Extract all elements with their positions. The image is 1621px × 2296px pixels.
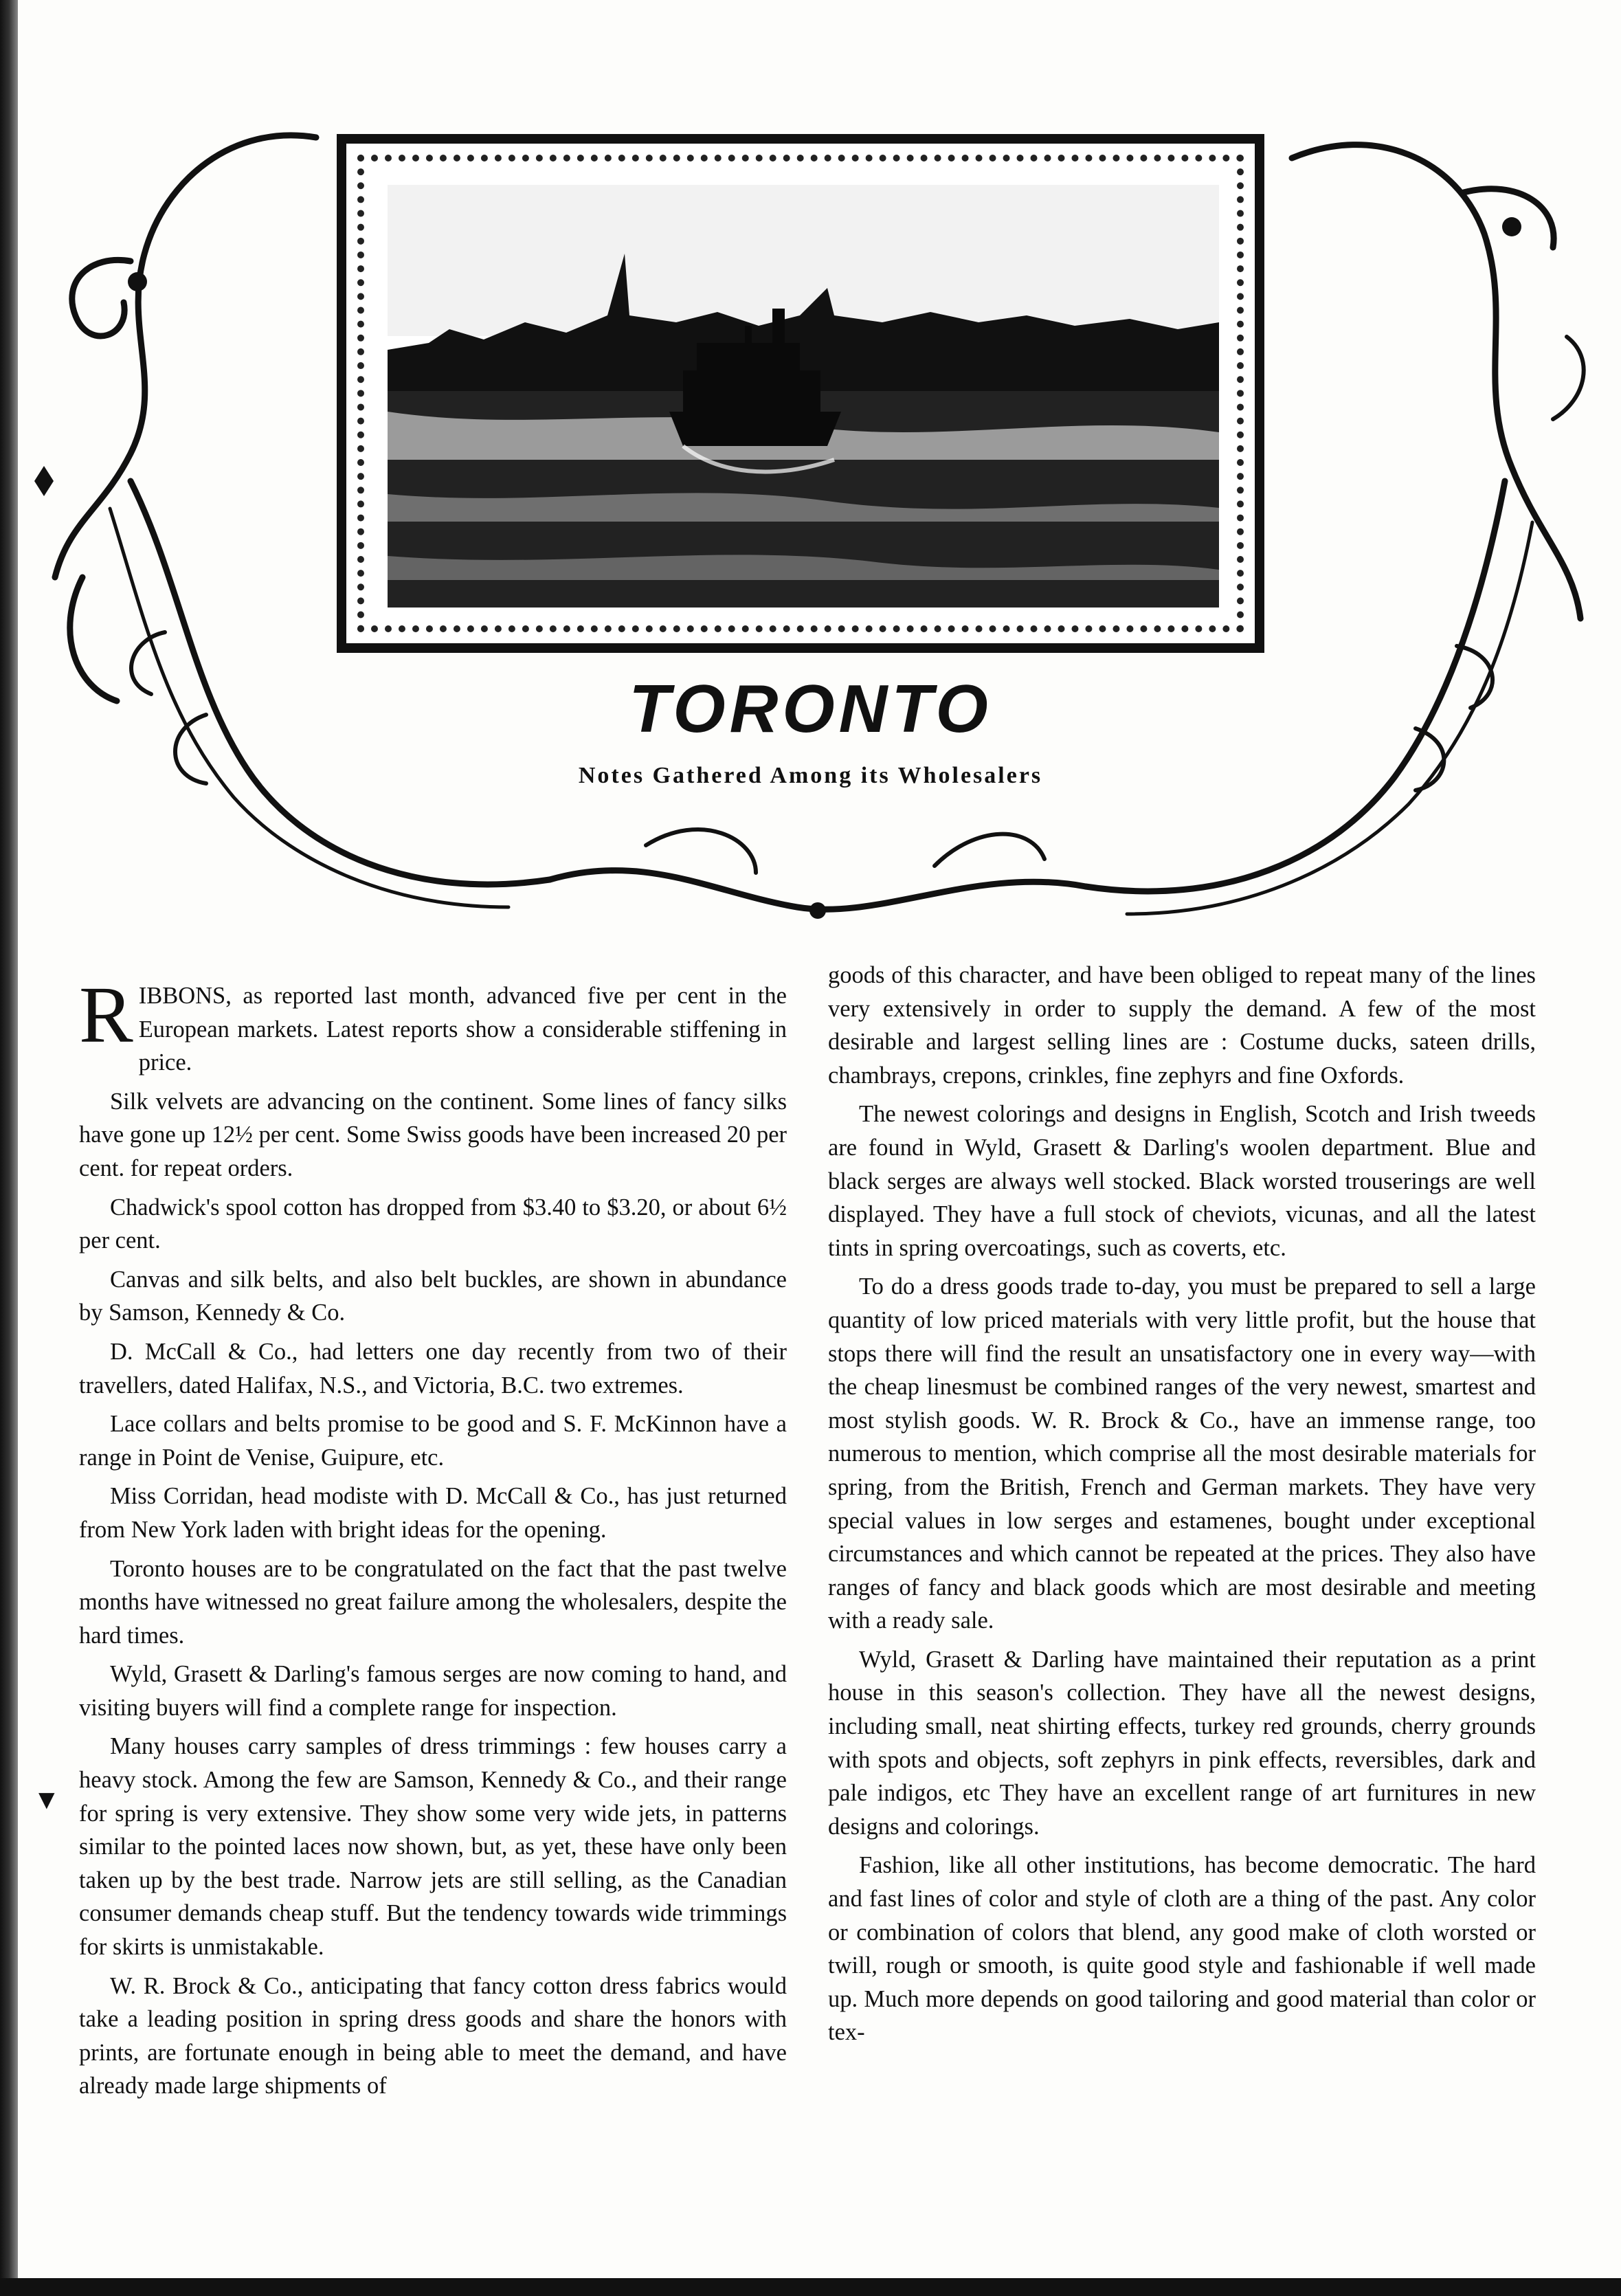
paragraph: Fashion, like all other institutions, has become democratic. The hard and fast lines of color and style of cloth are a thing of the past. Any color or combination of colors that blend, any good make of cloth worsted or twill, rough or smooth, is quite good style and fashionable if well made up. Much more depends on good tailoring and good material than color or tex- [828, 1852, 1536, 2046]
paragraph: Wyld, Grasett & Darling have maintained their reputation as a print house in this season's collection. They have all the newest designs, including small, neat shirting effects, turkey red grounds, cherry grounds with spots and objects, soft zephyrs in pink effects, reversibles, dark and pale indigos, etc They have an excellent range of art furnitures in new designs and colorings. [828, 1646, 1536, 1840]
paragraph: Lace collars and belts promise to be good and S. F. McKinnon have a range in Point de Venise, Guipure, etc. [79, 1411, 787, 1471]
paragraph: Chadwick's spool cotton has dropped from $3.40 to $3.20, or about 6½ per cent. [79, 1194, 787, 1254]
paragraph: To do a dress goods trade to-day, you must be prepared to sell a large quantity of low priced materials with very little profit, but the house that stops there will find the result an unsatisfactory one in every way—with the cheap linesmust be combined ranges of the very newest, smartest and most stylish goods. W. R. Brock & Co., have an immense range, too numerous to mention, which comprise all the most desirable materials for spring, from the British, French and German markets. They have very special values in low serges and estamenes, bought under exceptional circumstances and which cannot be repeated at the prices. They also have ranges of fancy and black goods which are most desirable and meeting with a ready sale. [828, 1273, 1536, 1634]
paragraph: goods of this character, and have been obliged to repeat many of the lines very extensively in order to supply the demand. A few of the most desirable and largest selling lines are : Costume ducks, sateen drills, chambrays, crepons, crinkles, fine zephyrs and fine Oxfords. [828, 962, 1536, 1089]
paragraph: W. R. Brock & Co., anticipating that fancy cotton dress fabrics would take a leading position in spring dress goods and share the honors with prints, are fortunate enough in being able to meet the demand, and have already made large shipments of [79, 1972, 787, 2099]
harbour-photo [388, 185, 1219, 608]
paragraph: Toronto houses are to be congratulated on the fact that the past twelve months have witnessed no great failure among the wholesalers, despite the hard times. [79, 1555, 787, 1649]
right-column [828, 959, 1536, 2055]
paragraph: Many houses carry samples of dress trimmings : few houses carry a heavy stock. Among the few are Samson, Kennedy & Co., and their range for spring is very extensive. They show some very wide jets, in patterns similar to the pointed laces now shown, but, as yet, these have only been taken up by the best trade. Narrow jets are still selling, as the Canadian consumer demands cheap stuff. But the tendency towards wide trimmings for skirts is unmistakable. [79, 1733, 787, 1961]
margin-mark: ▼ [33, 1784, 60, 1815]
scan-edge-bottom [0, 2278, 1621, 2296]
drop-cap: R [79, 970, 133, 1060]
left-column [79, 970, 787, 2108]
paragraph: RIBBONS, as reported last month, advanced five per cent in the European markets. Latest reports show a considerable stiffening in price. [79, 970, 787, 1076]
paragraph: D. McCall & Co., had letters one day recently from two of their travellers, dated Halifax, N.S., and Victoria, B.C. two extremes. [79, 1338, 787, 1398]
left-scroll-ornament [55, 135, 316, 577]
page-title: TORONTO [629, 671, 992, 746]
right-scroll-ornament [1292, 145, 1580, 618]
paragraph: Silk velvets are advancing on the continent. Some lines of fancy silks have gone up 12½ per cent. Some Swiss goods have been increased 20 per cent. for repeat orders. [79, 1088, 787, 1181]
paragraph: Wyld, Grasett & Darling's famous serges are now coming to hand, and visiting buyers will find a complete range for inspection. [79, 1661, 787, 1721]
paragraph: The newest colorings and designs in English, Scotch and Irish tweeds are found in Wyld, Grasett & Darling's woolen department. Blue and black serges are always well stocked. Black worsted trouserings are well displayed. They have a full stock of cheviots, vicunas, and all the latest tints in spring overcoatings, such as coverts, etc. [828, 1101, 1536, 1261]
scan-edge-left [0, 0, 18, 2296]
paragraph: Miss Corridan, head modiste with D. McCall & Co., has just returned from New York laden with bright ideas for the opening. [79, 1483, 787, 1543]
page-subtitle: Notes Gathered Among its Wholesalers [578, 763, 1043, 788]
photo-frame [337, 134, 1264, 653]
paragraph: Canvas and silk belts, and also belt buckles, are shown in abundance by Samson, Kennedy & Co. [79, 1266, 787, 1326]
